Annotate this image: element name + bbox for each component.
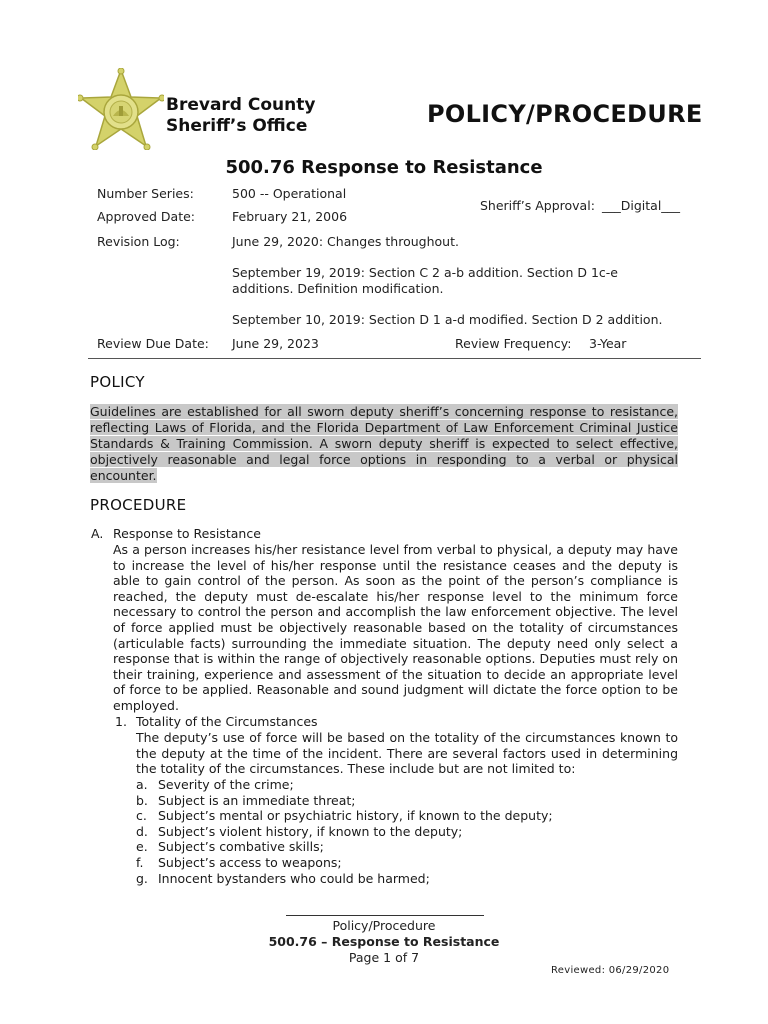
factor-marker: e.	[136, 839, 148, 855]
page-number: Page 1 of 7	[348, 950, 420, 965]
revision-entry-1: June 29, 2020: Changes throughout.	[232, 234, 459, 249]
item-1-title: Totality of the Circumstances	[136, 714, 318, 729]
revision-entry-2-line2: additions. Definition modification.	[232, 281, 444, 296]
review-frequency-value: 3-Year	[589, 336, 627, 351]
footer-title: 500.76 – Response to Resistance	[268, 934, 500, 949]
factor-text: Subject is an immediate threat;	[158, 792, 356, 808]
section-a-title: Response to Resistance	[113, 526, 261, 541]
item-1-text: The deputy’s use of force will be based on the totality of the circumstances known to the deputy at the time of the incident. There are several factors used in determining the totality of the circumstances. These include but are not limited to:	[136, 730, 678, 777]
policy-heading: POLICY	[90, 373, 145, 391]
factor-text: Subject’s access to weapons;	[158, 854, 342, 870]
sheriff-approval-value: ___Digital___	[602, 198, 681, 213]
factor-marker: b.	[136, 792, 148, 808]
number-series-label: Number Series:	[97, 186, 194, 201]
revision-entry-3: September 10, 2019: Section D 1 a-d modified. Section D 2 addition.	[232, 312, 663, 327]
sheriff-approval-label: Sheriff’s Approval:	[480, 198, 595, 213]
revision-entry-2	[232, 265, 618, 297]
document-title: 500.76 Response to Resistance	[225, 157, 543, 178]
list-item	[136, 824, 678, 840]
list-item	[136, 777, 678, 793]
revision-log-label: Revision Log:	[97, 234, 180, 249]
list-item	[136, 871, 678, 887]
procedure-heading: PROCEDURE	[90, 496, 187, 514]
list-item	[136, 839, 678, 855]
policy-text: Guidelines are established for all sworn deputy sheriff’s concerning response to resistance, reflecting Laws of Florida, and the Florida Department of Law Enforcement Criminal Justice Standards & Training Commission. A sworn deputy sheriff is expected to select effective, objectively reasonable and legal force options in responding to a verbal or physical encounter.	[90, 404, 678, 483]
sheriff-star-badge-logo	[78, 68, 164, 150]
document-type-heading: POLICY/PROCEDURE	[427, 100, 703, 128]
number-series-value: 500 -- Operational	[232, 186, 347, 201]
list-item	[136, 855, 678, 871]
factor-text: Severity of the crime;	[158, 777, 294, 792]
review-due-date-value: June 29, 2023	[232, 336, 319, 351]
agency-name-line2: Sheriff’s Office	[166, 116, 308, 136]
factor-text: Subject’s violent history, if known to the deputy;	[158, 823, 463, 839]
review-frequency-label: Review Frequency:	[455, 336, 572, 351]
policy-paragraph	[90, 404, 678, 484]
factor-text: Subject’s mental or psychiatric history, if known to the deputy;	[158, 808, 553, 824]
approved-date-value: February 21, 2006	[232, 209, 348, 224]
list-item	[136, 808, 678, 824]
agency-name-line1: Brevard County	[166, 95, 316, 115]
item-1-marker: 1.	[115, 714, 127, 729]
section-a-marker: A.	[91, 526, 104, 541]
review-due-date-label: Review Due Date:	[97, 336, 209, 351]
reviewed-date: Reviewed: 06/29/2020	[551, 965, 670, 976]
section-a-text: As a person increases his/her resistance level from verbal to physical, a deputy may have to increase the level of his/her response until the resistance ceases and the deputy is able to gain control of the person. As soon as the point of the person’s compliance is reached, the deputy must de-escalate his/her response level to the minimum force necessary to control the person and accomplish the law enforcement objective. The level of force applied must be objectively reasonable based on the totality of circumstances (articulable facts) surrounding the immediate situation. The deputy need only select a response that is within the range of objectively reasonable options. Deputies must rely on their training, experience and assessment of the situation to decide an appropriate level of force to be applied. Reasonable and sound judgment will dictate the force option to be employed.	[113, 542, 678, 713]
approved-date-label: Approved Date:	[97, 209, 196, 224]
factor-marker: d.	[136, 823, 148, 839]
factor-marker: c.	[136, 808, 147, 824]
factor-marker: a.	[136, 777, 148, 792]
factor-marker: g.	[136, 870, 148, 886]
footer-divider	[286, 915, 484, 916]
factor-marker: f.	[136, 854, 144, 870]
factors-list	[136, 777, 678, 886]
factor-text: Subject’s combative skills;	[158, 839, 324, 855]
factor-text: Innocent bystanders who could be harmed;	[158, 870, 430, 886]
footer-label: Policy/Procedure	[332, 918, 436, 933]
agency-name	[166, 95, 315, 137]
header-divider	[88, 358, 701, 359]
revision-entry-2-line1: September 19, 2019: Section C 2 a-b addition. Section D 1c-e	[232, 265, 618, 280]
list-item	[136, 793, 678, 809]
